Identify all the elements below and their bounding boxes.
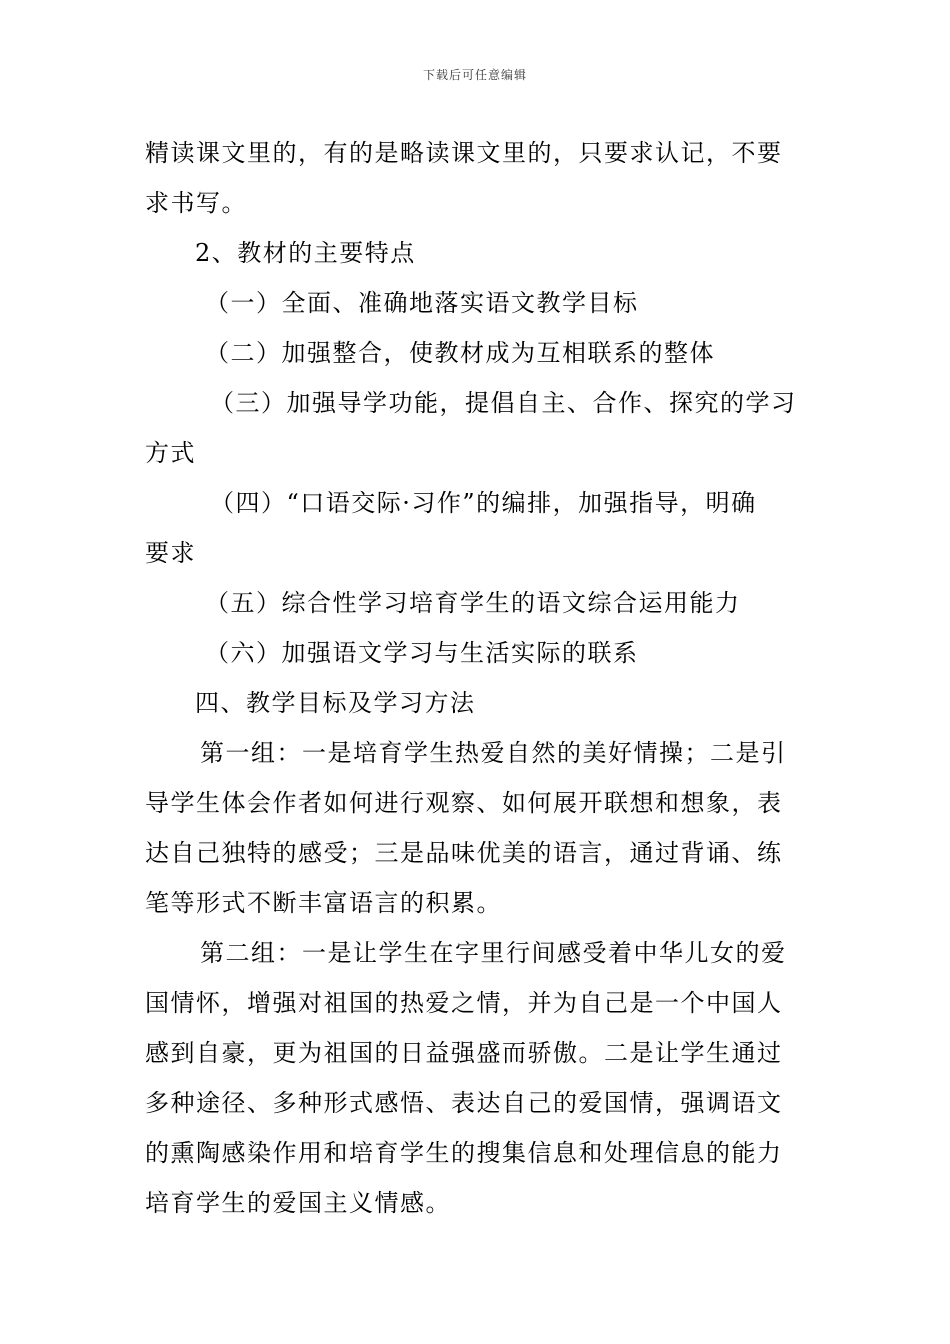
page-header: 下载后可任意编辑 [422, 68, 527, 82]
list-item: （二）加强整合，使教材成为互相联系的整体 [205, 339, 715, 367]
text-line: 求书写。 [145, 189, 247, 217]
text-line: 方式 [145, 439, 196, 467]
section-heading: 2、教材的主要特点 [195, 239, 416, 267]
paragraph-line: 多种途径、多种形式感悟、表达自己的爱国情，强调语文 [145, 1089, 783, 1117]
paragraph-line: 国情怀，增强对祖国的热爱之情，并为自己是一个中国人 [145, 989, 783, 1017]
list-item: （一）全面、准确地落实语文教学目标 [205, 289, 639, 317]
paragraph-line: 培育学生的爱国主义情感。 [145, 1189, 451, 1217]
paragraph-line: 导学生体会作者如何进行观察、如何展开联想和想象，表 [145, 789, 783, 817]
list-item: （五）综合性学习培育学生的语文综合运用能力 [205, 589, 741, 617]
paragraph-line: 的熏陶感染作用和培育学生的搜集信息和处理信息的能力 [145, 1139, 783, 1167]
paragraph-line: 第二组：一是让学生在字里行间感受着中华儿女的爱 [200, 939, 787, 967]
section-heading: 四、教学目标及学习方法 [195, 689, 476, 717]
paragraph-line: 笔等形式不断丰富语言的积累。 [145, 889, 502, 917]
paragraph-line: 达自己独特的感受；三是品味优美的语言，通过背诵、练 [145, 839, 783, 867]
text-line: 要求 [145, 539, 196, 567]
text-line: 精读课文里的，有的是略读课文里的，只要求认记，不要 [145, 139, 783, 167]
document-body [145, 128, 810, 1228]
list-item: （四）“口语交际·习作”的编排，加强指导，明确 [210, 489, 757, 517]
paragraph-line: 第一组：一是培育学生热爱自然的美好情操；二是引 [200, 739, 787, 767]
paragraph-line: 感到自豪，更为祖国的日益强盛而骄傲。二是让学生通过 [145, 1039, 783, 1067]
list-item: （三）加强导学功能，提倡自主、合作、探究的学习 [210, 389, 797, 417]
list-item: （六）加强语文学习与生活实际的联系 [205, 639, 639, 667]
